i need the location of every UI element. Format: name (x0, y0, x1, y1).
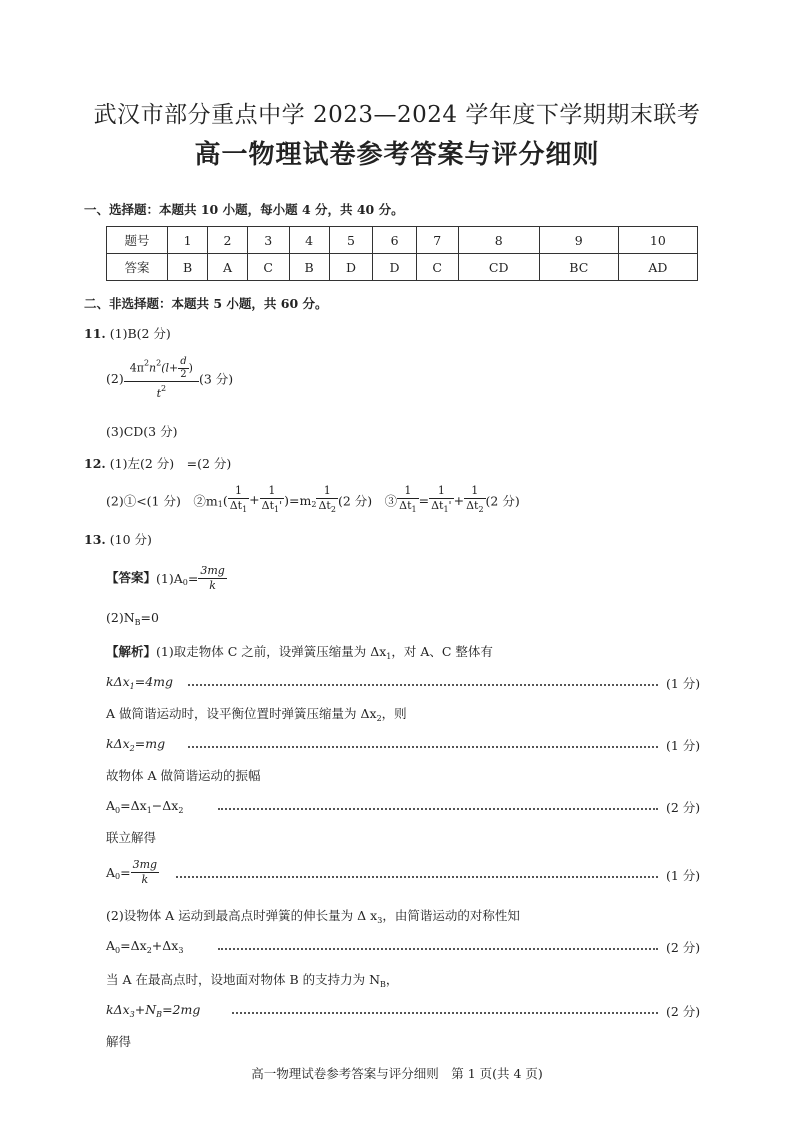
q12-number: 12. (84, 456, 106, 471)
table-cell: 3 (247, 227, 289, 254)
table-cell: B (168, 254, 208, 281)
equation-1 (106, 674, 173, 691)
q13-number: 13. (84, 532, 106, 547)
frac-num: 3mg (132, 858, 158, 871)
q12-sub: 2 (330, 505, 336, 514)
q12-dt: Δt (431, 499, 444, 512)
q12-dt: Δt (261, 499, 275, 512)
score-eq1: (1 分) (666, 676, 701, 691)
q13-answer1 (106, 564, 227, 593)
q11-two: 2 (180, 369, 187, 380)
eq2-rhs: =mg (134, 736, 166, 751)
sub-3: 3 (178, 946, 184, 955)
q11-t: t (156, 387, 161, 400)
q11-d-over-2 (178, 356, 188, 381)
document-subtitle: 高一物理试卷参考答案与评分细则 (194, 140, 600, 170)
frac-num: 3mg (200, 564, 225, 577)
sub-3: 3 (377, 916, 383, 925)
eq3-mid: =Δx (120, 798, 147, 813)
eq3-a: A (106, 798, 116, 813)
q12-p2-c: )=m (284, 493, 312, 508)
q12-one: 1 (429, 484, 454, 499)
dot-leader (176, 876, 658, 878)
q11-formula (124, 356, 199, 401)
frac-den: k (209, 579, 216, 592)
q11-close: ) (188, 361, 193, 375)
table-cell: 2 (208, 227, 248, 254)
score-eq3: (2 分) (666, 800, 701, 815)
q11-sq3: 2 (161, 384, 167, 393)
q12-frac2: $\frac{1}{\Delta t_1'}$ (261, 484, 283, 514)
q11-part3: (3)CD(3 分) (106, 424, 178, 439)
q11-d: d (180, 356, 187, 367)
q11-sq2: 2 (156, 358, 162, 368)
q12-answer1: (1)左(2 分) =(2 分) (109, 456, 232, 471)
q11-formula-numerator (124, 356, 199, 382)
equation-2 (106, 736, 165, 753)
analysis-line6 (106, 970, 398, 989)
eq2-lhs: kΔx (106, 736, 130, 751)
line6-tail: ， (385, 972, 399, 987)
equation-3 (106, 798, 183, 815)
q13-ans2-tail: =0 (140, 610, 159, 625)
sub-0: 0 (115, 946, 121, 955)
analysis-line2 (106, 704, 407, 723)
q12-dt: Δt (229, 499, 243, 512)
score-eq6: (2 分) (666, 1004, 701, 1019)
eq4-fraction (131, 858, 159, 887)
q12-frac4 (397, 484, 418, 517)
q11-sq1: 2 (143, 358, 150, 368)
sub-1: 1 (386, 652, 392, 661)
q11-formula-denominator (124, 382, 199, 401)
table-cell: BC (539, 254, 618, 281)
dot-leader (218, 948, 658, 950)
q12-sub: 1 (443, 505, 449, 514)
q12-p2-f: + (453, 493, 465, 508)
q12-one: 1 (397, 484, 418, 499)
amplitude-fraction (198, 564, 226, 593)
q12-one: 1 (260, 484, 285, 499)
sub-b: B (134, 618, 141, 627)
score-eq2: (1 分) (666, 738, 701, 753)
analysis-line3: 故物体 A 做简谐运动的振幅 (106, 768, 261, 783)
q12-one: 1 (464, 484, 485, 499)
table-cell: 9 (539, 227, 618, 254)
table-cell: D (329, 254, 373, 281)
line2-text: A 做简谐运动时，设平衡位置时弹簧压缩量为 Δx (106, 706, 377, 721)
table-cell: AD (618, 254, 697, 281)
table-cell: 8 (458, 227, 539, 254)
q12-sub: 1 (274, 505, 280, 514)
eq6-a: kΔx (106, 1002, 130, 1017)
q11-num-b: n (149, 361, 157, 375)
sub-b: B (380, 980, 386, 989)
analysis-line1 (106, 642, 493, 661)
dot-leader (218, 808, 658, 810)
table-cell: B (289, 254, 329, 281)
eq6-tail: =2mg (162, 1002, 201, 1017)
analysis-label: 【解析】 (106, 644, 157, 659)
score-eq5: (2 分) (666, 940, 701, 955)
table-row-numbers (107, 227, 698, 254)
q12-sub1: 1 (217, 500, 223, 509)
table-cell: 10 (618, 227, 697, 254)
frac-den: k (141, 873, 149, 886)
sub-2: 2 (178, 806, 184, 815)
q12-sub: 1 (411, 505, 417, 514)
row-label-answer: 答案 (107, 254, 168, 281)
eq1-lhs: kΔx (106, 674, 130, 689)
table-cell: 4 (289, 227, 329, 254)
sub-2: 2 (376, 714, 382, 723)
line5-tail: ，由简谐运动的对称性知 (382, 908, 520, 923)
eq-sign: = (187, 571, 199, 586)
q11-num-a: 4π (129, 361, 144, 375)
q12-sub: 1 (242, 505, 248, 514)
q12-dt: Δt (466, 499, 479, 512)
q12-p2-g: (2 分) (485, 493, 520, 509)
analysis-line5 (106, 906, 520, 925)
q12-dt: Δt (318, 499, 331, 512)
section2-heading: 二、非选择题：本题共 5 小题，共 60 分。 (84, 296, 328, 311)
q12-sub2: 2 (311, 500, 317, 509)
eq6-mid: +N (134, 1002, 157, 1017)
table-cell: CD (458, 254, 539, 281)
table-cell: D (373, 254, 417, 281)
q11-part1 (84, 324, 171, 342)
line5-text: (2)设物体 A 运动到最高点时弹簧的伸长量为 Δ x (106, 908, 378, 923)
eq3-mid2: −Δx (151, 798, 179, 813)
q11-p2-prefix: (2) (106, 371, 124, 386)
q11-answer1: (1)B(2 分) (109, 326, 171, 341)
q12-sub: 2 (478, 505, 484, 514)
eq4-mid: = (120, 865, 131, 880)
line6-text: 当 A 在最高点时，设地面对物体 B 的支持力为 N (106, 972, 381, 987)
q13-ans2: (2)N (106, 610, 135, 625)
q12-frac6 (464, 484, 485, 517)
eq5-mid2: +Δx (151, 938, 179, 953)
q11-number: 11. (84, 326, 106, 341)
equation-6 (106, 1002, 200, 1019)
sub-3: 3 (129, 1010, 135, 1019)
sub-b: B (156, 1010, 163, 1019)
q12-frac3 (316, 484, 337, 517)
score-eq4: (1 分) (666, 868, 701, 883)
table-cell: C (247, 254, 289, 281)
analysis-line7: 解得 (106, 1034, 132, 1049)
line2-tail: ，则 (381, 706, 407, 721)
table-cell: 7 (416, 227, 458, 254)
eq1-rhs: =4mg (134, 674, 174, 689)
equation-5 (106, 938, 183, 955)
q13-ans1-prefix: (1)A (156, 571, 183, 586)
table-cell: A (208, 254, 248, 281)
q12-p2-a: (2)①<(1 分) ②m (106, 493, 218, 509)
q12-p2-d: (2 分) ③ (337, 493, 398, 509)
q12-dt: Δt (399, 499, 412, 512)
equation-4 (106, 858, 159, 887)
eq5-a: A (106, 938, 116, 953)
eq4-a: A (106, 865, 116, 880)
q13-answer2 (106, 610, 159, 627)
table-row-answers (107, 254, 698, 281)
q13-score: (10 分) (109, 532, 152, 547)
sub-1: 1 (146, 806, 152, 815)
sub-2: 2 (146, 946, 152, 955)
q13-header (84, 530, 152, 548)
row-label-number: 题号 (107, 227, 168, 254)
eq5-mid: =Δx (120, 938, 147, 953)
page-footer: 高一物理试卷参考答案与评分细则 第 1 页(共 4 页) (251, 1066, 543, 1081)
dot-leader (232, 1012, 658, 1014)
sub-2: 2 (129, 744, 135, 753)
q12-part2: (2)①<(1 分) $②m_1$( $\frac{1}{\Delta t_1}$ + $\frac{1}{\Delta t_1'}$ )$=m_2$ $\frac{1}{\Delta t_2}$ (2 分) ③ $\frac{1}{\Delta t_1}$ = $\frac{1}{\Delta t_1'}$ + $\frac{1}{\Delta t_2}$ (2 分) (106, 484, 520, 517)
q12-one: 1 (228, 484, 249, 499)
exam-title: 武汉市部分重点中学 2023—2024 学年度下学期期末联考 (93, 102, 701, 128)
table-cell: 5 (329, 227, 373, 254)
analysis-text1-tail: ，对 A、C 整体有 (391, 644, 493, 659)
dot-leader (188, 684, 658, 686)
sub-0: 0 (115, 872, 121, 881)
table-cell: 6 (373, 227, 417, 254)
table-cell: C (416, 254, 458, 281)
q12-p2-e: = (418, 493, 430, 508)
analysis-text1: (1)取走物体 C 之前，设弹簧压缩量为 Δx (156, 644, 387, 659)
answer-table (106, 226, 698, 281)
answer-label: 【答案】 (106, 570, 157, 585)
section1-heading: 一、选择题：本题共 10 小题，每小题 4 分，共 40 分。 (84, 202, 404, 217)
q12-part1 (84, 454, 231, 472)
q11-p2-score: (3 分) (198, 371, 234, 387)
q12-one: 1 (316, 484, 337, 499)
q11-num-c: (l+ (161, 361, 179, 375)
table-cell: 1 (168, 227, 208, 254)
sub-0: 0 (182, 578, 188, 587)
dot-leader (188, 746, 658, 748)
q12-p2-b: ( (222, 493, 228, 508)
sub-0: 0 (115, 806, 121, 815)
analysis-line4: 联立解得 (106, 830, 157, 845)
sub-1: 1 (129, 682, 135, 691)
q12-frac1 (228, 484, 249, 517)
q12-frac5: $\frac{1}{\Delta t_1'}$ (431, 484, 452, 514)
q11-part2 (106, 356, 233, 401)
